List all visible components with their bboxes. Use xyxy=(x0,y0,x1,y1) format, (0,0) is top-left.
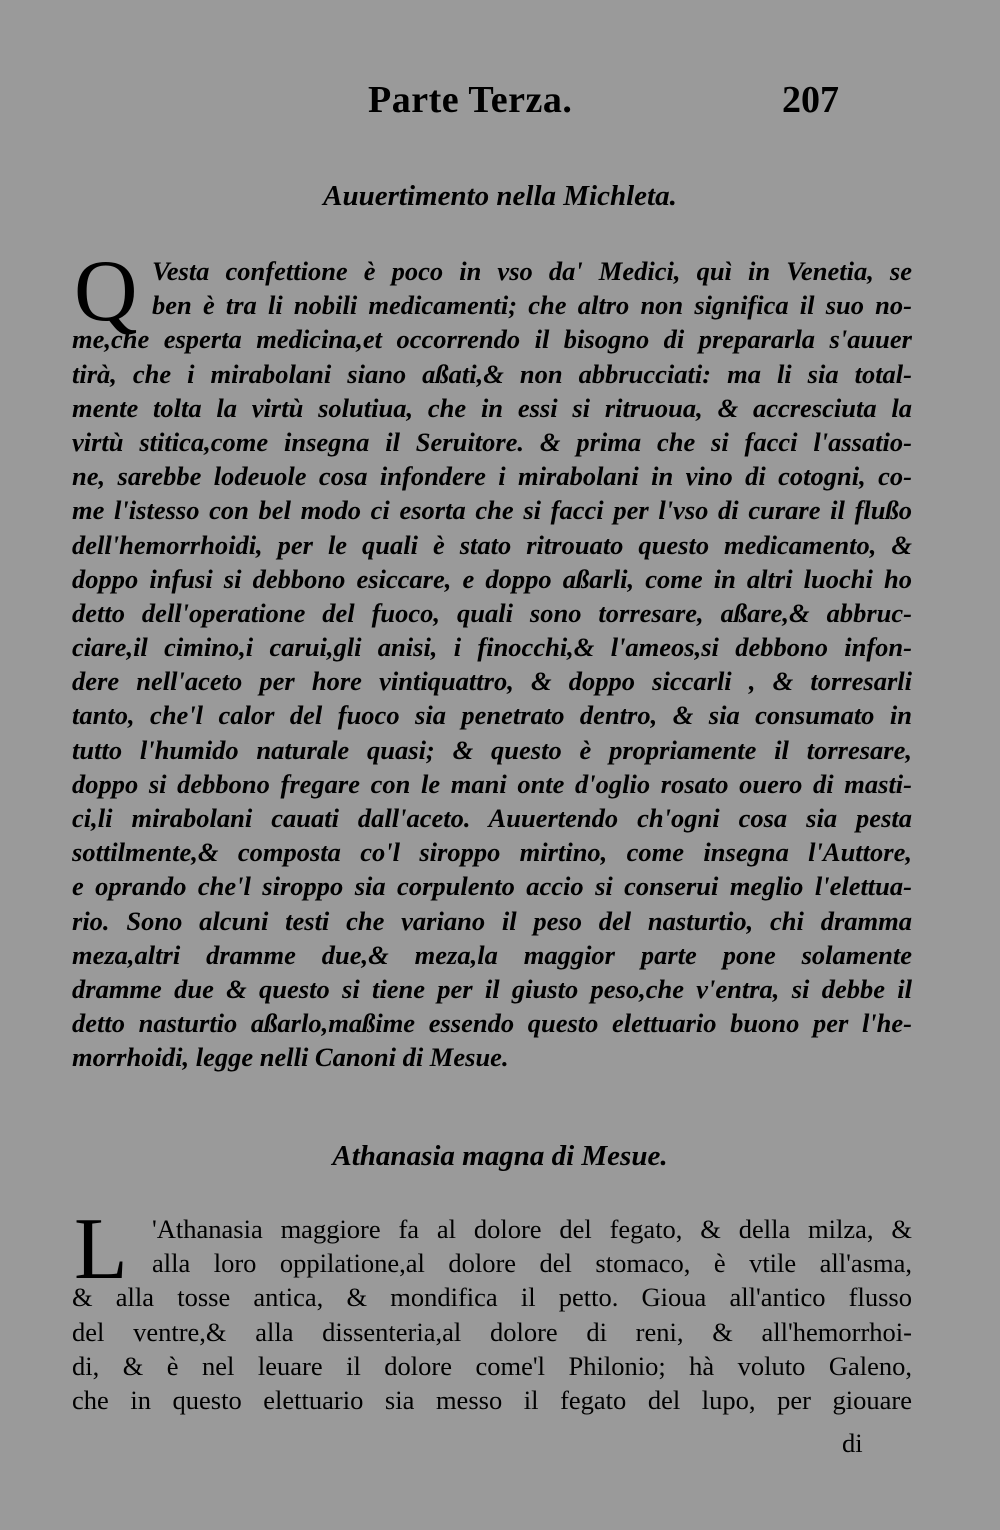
text-line: morrhoidi, legge nelli Canoni di Mesue. xyxy=(72,1042,509,1073)
page-number: 207 xyxy=(782,79,839,121)
section-heading-athanasia: Athanasia magna di Mesue. xyxy=(332,1140,668,1172)
paragraph-michleta xyxy=(72,254,912,1075)
text-line: dere nell'aceto per hore vintiquattro, & doppo siccarli , & torresarli xyxy=(72,666,912,697)
text-line: & alla tosse antica, & mondifica il petto. Gioua all'antico flusso xyxy=(72,1282,912,1313)
catchword: di xyxy=(842,1428,863,1458)
text-line: tutto l'humido naturale quasi; & questo è propriamente il torresare, xyxy=(72,734,912,765)
text-line: detto nasturtio aßarlo,maßime essendo questo elettuario buono per l'he- xyxy=(72,1008,912,1039)
drop-cap-q: Q xyxy=(74,243,138,340)
text-line: rio. Sono alcuni testi che variano il peso del nasturtio, chi dramma xyxy=(72,905,912,936)
text-line: me,che esperta medicina,et occorrendo il bisogno di prepararla s'auuer xyxy=(72,324,912,355)
text-line: Vesta confettione è poco in vso da' Medici, quì in Venetia, se xyxy=(152,256,912,286)
text-line: ne, sarebbe lodeuole cosa infondere i mirabolani in vino di cotogni, co- xyxy=(72,461,912,492)
text-line: ciare,il cimino,i carui,gli anisi, i finocchi,& l'ameos,si debbono infon- xyxy=(72,632,912,663)
text-line: di, & è nel leuare il dolore come'l Philonio; hà voluto Galeno, xyxy=(72,1350,912,1381)
text-line: detto dell'operatione del fuoco, quali sono torresare, aßare,& abbruc- xyxy=(72,597,912,628)
text-line: virtù stitica,come insegna il Seruitore. & prima che si facci l'assatio- xyxy=(72,426,912,457)
text-line: dramme due & questo si tiene per il giusto peso,che v'entra, si debbe il xyxy=(72,973,912,1004)
text-line: del ventre,& alla dissenteria,al dolore di reni, & all'hemorrhoi- xyxy=(72,1316,912,1347)
paragraph-athanasia xyxy=(72,1212,912,1417)
drop-cap-l: L xyxy=(74,1201,128,1298)
text-line: mente tolta la virtù solutiua, che in essi si ritruoua, & accresciuta la xyxy=(72,392,912,423)
running-title: Parte Terza. xyxy=(368,79,573,121)
text-line: ci,li mirabolani cauati dall'aceto. Auuertendo ch'ogni cosa sia pesta xyxy=(72,803,912,833)
text-line: 'Athanasia maggiore fa al dolore del fegato, & della milza, & xyxy=(152,1214,912,1244)
text-line: tirà, che i mirabolani siano aßati,& non abbrucciati: ma li sia total- xyxy=(72,358,912,389)
text-line: sottilmente,& composta co'l siroppo mirtino, come insegna l'Auttore, xyxy=(72,837,912,868)
text-line: tanto, che'l calor del fuoco sia penetrato dentro, & sia consumato in xyxy=(72,700,912,731)
text-line: me l'istesso con bel modo ci esorta che si facci per l'vso di curare il flußo xyxy=(72,495,912,526)
text-line: che in questo elettuario sia messo il fegato del lupo, per giouare xyxy=(72,1384,912,1415)
text-line: alla loro oppilatione,al dolore del stomaco, è vtile all'asma, xyxy=(152,1248,912,1279)
text-line: doppo infusi si debbono esiccare, e doppo aßarli, come in altri luochi ho xyxy=(72,563,912,594)
text-line: ben è tra li nobili medicamenti; che altro non significa il suo no- xyxy=(152,290,912,321)
section-heading-michleta: Auuertimento nella Michleta. xyxy=(323,180,677,212)
text-line: e oprando che'l siroppo sia corpulento accio si conserui meglio l'elettua- xyxy=(72,871,912,902)
text-line: dell'hemorrhoidi, per le quali è stato ritrouato questo medicamento, & xyxy=(72,529,912,560)
text-line: doppo si debbono fregare con le mani onte d'oglio rosato ouero di masti- xyxy=(72,768,912,799)
text-line: meza,altri dramme due,& meza,la maggior parte pone solamente xyxy=(72,939,912,970)
running-head xyxy=(0,78,1000,138)
